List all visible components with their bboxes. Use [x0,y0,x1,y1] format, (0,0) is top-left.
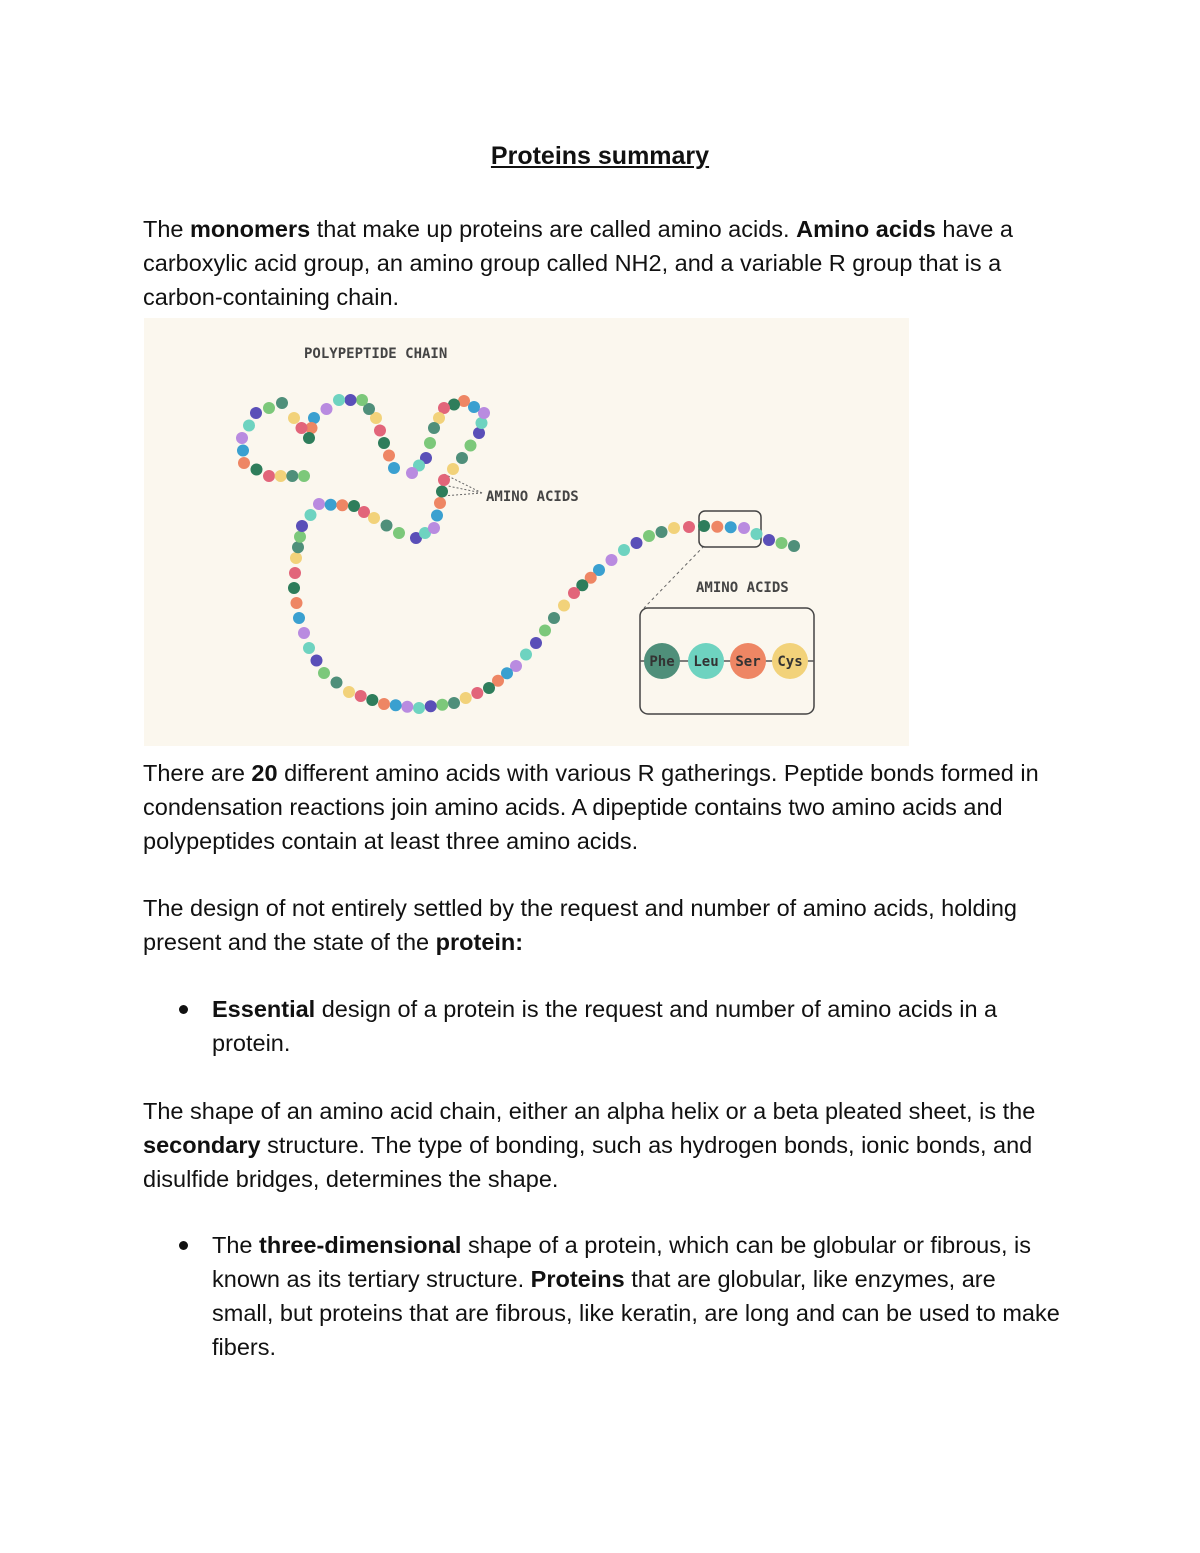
amino-acid-bead [292,541,304,553]
amino-acid-bead [308,412,320,424]
amino-acid-bead [763,534,775,546]
amino-acid-bead [448,697,460,709]
text-run: design of a protein is the request and number of amino acids in a protein. [212,996,998,1056]
bold-term-essential: Essential [212,996,316,1022]
label-polypeptide-chain: POLYPEPTIDE CHAIN [304,346,448,362]
amino-acid-bead [431,510,443,522]
amino-acid-bead [776,537,788,549]
amino-acid-bead [425,700,437,712]
bold-term-secondary: secondary [143,1132,261,1158]
text-run: that make up proteins are called amino acids. [310,216,797,242]
amino-acid-bead [296,520,308,532]
bold-term-three-dimensional: three-dimensional [259,1232,462,1258]
amino-acid-bead [476,417,488,429]
text-run: There are [143,760,252,786]
bold-number-20: 20 [251,760,278,786]
amino-acid-bead [428,522,440,534]
amino-acid-bead [788,540,800,552]
amino-acid-bead [383,450,395,462]
residue-label-leu: Leu [693,654,719,670]
paragraph-twenty-amino-acids [143,756,1063,858]
amino-acid-bead [656,526,668,538]
amino-acid-bead [333,394,345,406]
text-run: that are globular, like enzymes, are small, but proteins that are fibrous, like keratin, are long and can be used to make fibers. [212,1266,1060,1360]
amino-acid-bead [725,521,737,533]
amino-acid-bead [296,422,308,434]
amino-acid-bead [236,432,248,444]
amino-acid-bead [275,470,287,482]
bold-term-protein: protein: [435,929,524,955]
amino-acid-bead [348,500,360,512]
amino-acid-bead [711,521,723,533]
amino-acid-bead [313,498,325,510]
amino-acid-bead [263,470,275,482]
text-run: The [143,216,191,242]
bullet-tertiary-structure [212,1228,1062,1364]
amino-acid-bead [683,521,695,533]
amino-acid-bead [643,530,655,542]
amino-acid-bead [438,474,450,486]
amino-acid-bead [473,427,485,439]
residue-label-ser: Ser [735,654,761,670]
amino-acid-bead [311,655,323,667]
bold-term-monomers: monomers [190,216,311,242]
amino-acid-bead [424,437,436,449]
text-run: The [212,1232,260,1258]
amino-acid-bead [460,692,472,704]
amino-acid-bead [738,522,750,534]
amino-acid-bead [436,699,448,711]
amino-acid-bead [250,407,262,419]
amino-acid-bead [305,509,317,521]
bullet-icon [179,1241,188,1250]
amino-acid-bead [374,425,386,437]
text-run: have a carboxylic acid group, an amino group called NH2, and a variable R group that is a carbon-containing chain. [143,216,1013,310]
amino-acid-bead [434,497,446,509]
amino-acid-bead [298,627,310,639]
amino-acid-bead [381,520,393,532]
amino-acid-bead [698,520,710,532]
amino-acid-bead [238,457,250,469]
text-run: shape of a protein, which can be globular or fibrous, is known as its tertiary structure. [212,1232,1031,1292]
amino-acid-bead [388,462,400,474]
amino-acid-bead [294,531,306,543]
paragraph-secondary-structure [143,1094,1063,1196]
residue-row [640,643,814,679]
paragraph-monomers [143,212,1063,314]
amino-acid-bead [390,699,402,711]
amino-acid-bead [618,544,630,556]
amino-acid-bead [558,600,570,612]
amino-acid-bead [447,463,459,475]
amino-acid-bead [291,597,303,609]
amino-acid-bead [289,567,301,579]
text-run: The design of not entirely settled by the request and number of amino acids, holding present and the state of the [143,895,1017,955]
amino-acid-bead [483,682,495,694]
amino-acid-bead [539,625,551,637]
amino-acid-bead [393,527,405,539]
amino-acid-bead [471,687,483,699]
amino-acid-bead [378,698,390,710]
amino-acid-bead [456,452,468,464]
amino-acid-bead [237,445,249,457]
amino-acid-bead [303,642,315,654]
residue-label-phe: Phe [649,654,675,670]
amino-acid-bead [243,420,255,432]
amino-acid-bead [406,467,418,479]
amino-acid-bead [358,506,370,518]
amino-acid-bead [520,649,532,661]
amino-acid-bead [436,486,448,498]
amino-acid-bead [303,432,315,444]
amino-acid-bead [606,554,618,566]
text-run: The shape of an amino acid chain, either an alpha helix or a beta pleated sheet, is the [143,1098,1036,1124]
amino-acid-bead [263,402,275,414]
amino-acid-bead [293,612,305,624]
amino-acid-bead [368,512,380,524]
amino-acid-bead [401,701,413,713]
amino-acid-bead [568,587,580,599]
amino-acid-bead [251,464,263,476]
amino-acid-bead [530,637,542,649]
amino-acid-bead [286,470,298,482]
bold-term-proteins: Proteins [530,1266,625,1292]
text-run: structure. The type of bonding, such as hydrogen bonds, ionic bonds, and disulfide bridges, determines the shape. [143,1132,1033,1192]
text-run: different amino acids with various R gatherings. Peptide bonds formed in condensation reactions join amino acids. A dipeptide contains two amino acids and polypeptides contain at least three amino acids. [143,760,1039,854]
label-amino-acids-1: AMINO ACIDS [486,489,579,505]
amino-acid-bead [321,403,333,415]
amino-acid-bead [478,407,490,419]
amino-acid-bead [548,612,560,624]
paragraph-design [143,891,1063,959]
amino-acid-bead [751,528,763,540]
amino-acid-bead [343,686,355,698]
page-title: Proteins summary [490,142,710,170]
amino-acid-bead [331,677,343,689]
bullet-icon [179,1005,188,1014]
amino-acid-bead [288,412,300,424]
residue-label-cys: Cys [777,654,803,670]
bold-term-amino-acids: Amino acids [796,216,936,242]
amino-acid-bead [336,499,348,511]
polypeptide-diagram [144,318,909,746]
amino-acid-bead [318,667,330,679]
amino-acid-bead [428,422,440,434]
amino-acid-bead [288,582,300,594]
amino-acid-bead [290,552,302,564]
polypeptide-chain-figure [144,318,909,746]
bullet-primary-structure [212,992,1062,1060]
amino-acid-bead [668,522,680,534]
amino-acid-bead [355,690,367,702]
amino-acid-bead [298,470,310,482]
amino-acid-bead [276,397,288,409]
amino-acid-bead [356,394,368,406]
amino-acid-bead [378,437,390,449]
amino-acid-bead [413,702,425,714]
amino-acid-bead [468,401,480,413]
amino-acid-bead [345,394,357,406]
amino-acid-bead [366,694,378,706]
amino-acid-bead [465,440,477,452]
amino-acid-bead [325,499,337,511]
amino-acid-bead [631,537,643,549]
label-amino-acids-2: AMINO ACIDS [696,580,789,596]
